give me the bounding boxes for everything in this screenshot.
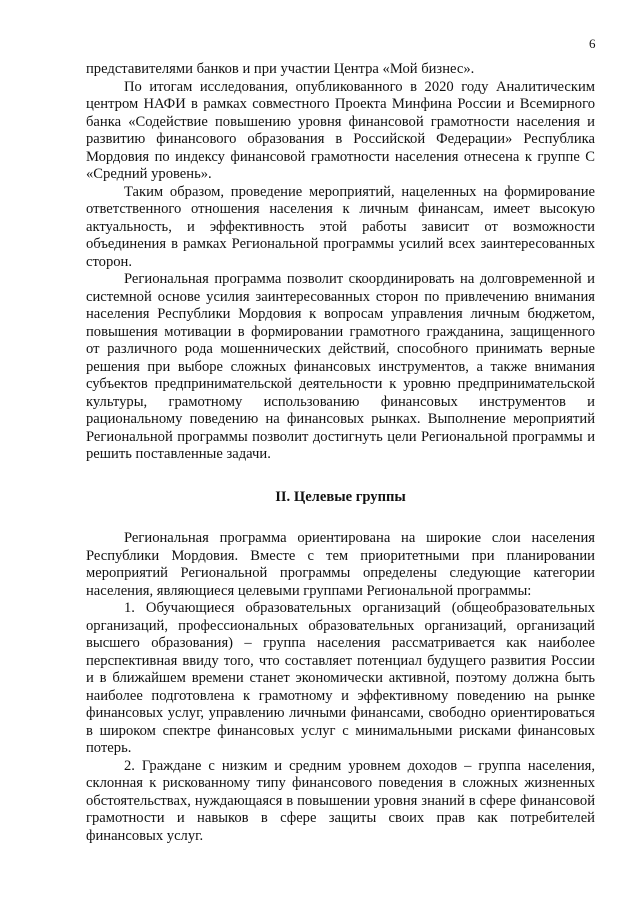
list-item-students: 1. Обучающиеся образовательных организаций (общеобразовательных организаций, профессиональных образовательных организаций, организаций высшего образования) – группа населения рассматривается как наиболее перспективная ввиду того, что составляет потенциал будущего развития России и в ближайшем времени станет экономически активной, поэтому должна быть наиболее подготовлена к грамотному и эффективному поведению на рынке финансовых услуг, управлению личными финансами, свободно ориентироваться в широком спектре финансовых услуг с минимальными рисками финансовых потерь. xyxy=(86,600,595,756)
section-heading: II. Целевые группы xyxy=(275,488,406,505)
page-number: 6 xyxy=(589,36,596,51)
paragraph-continuation: представителями банков и при участии Центра «Мой бизнес». xyxy=(86,61,475,77)
paragraph-nafi-study: По итогам исследования, опубликованного в 2020 году Аналитическим центром НАФИ в рамках совместного Проекта Минфина России и Всемирного банка «Содействие повышению уровня финансовой грамотности населения и развитию финансового образования в Российской Федерации» Республика Мордовия по индексу финансовой грамотности населения отнесена к группе С «Средний уровень». xyxy=(86,78,595,182)
document-body xyxy=(86,61,595,845)
paragraph-target-groups-intro: Региональная программа ориентирована на широкие слои населения Республики Мордовия. Вместе с тем приоритетными при планировании мероприятий Региональной программы определены следующие категории населения, являющиеся целевыми группами Региональной программы: xyxy=(86,530,595,599)
paragraph-relevance: Таким образом, проведение мероприятий, нацеленных на формирование ответственного отношения населения к личным финансам, имеет высокую актуальность, и эффективность этой работы зависит от возможности объединения в рамках Региональной программы усилий всех заинтересованных сторон. xyxy=(86,183,595,270)
paragraph-program-coordination: Региональная программа позволит скоординировать на долговременной и системной основе усилия заинтересованных сторон по привлечению внимания населения Республики Мордовия к вопросам управления личным бюджетом, повышения мотивации в формировании грамотного гражданина, защищенного от различного рода мошеннических действий, способного принимать верные решения при выборе сложных финансовых инструментов, а также внимания субъектов предпринимательской деятельности к уровню предпринимательской культуры, грамотному использованию финансовых инструментов и рациональному поведению на финансовых рынках. Выполнение мероприятий Региональной программы позволит достигнуть цели Региональной программы и решить поставленные задачи. xyxy=(86,271,595,462)
list-item-low-income-citizens: 2. Граждане с низким и средним уровнем доходов – группа населения, склонная к рискованному типу финансового поведения в сложных жизненных обстоятельствах, нуждающаяся в повышении уровня знаний в сфере финансовой грамотности и навыков в сфере защиты своих прав как потребителей финансовых услуг. xyxy=(86,757,595,844)
